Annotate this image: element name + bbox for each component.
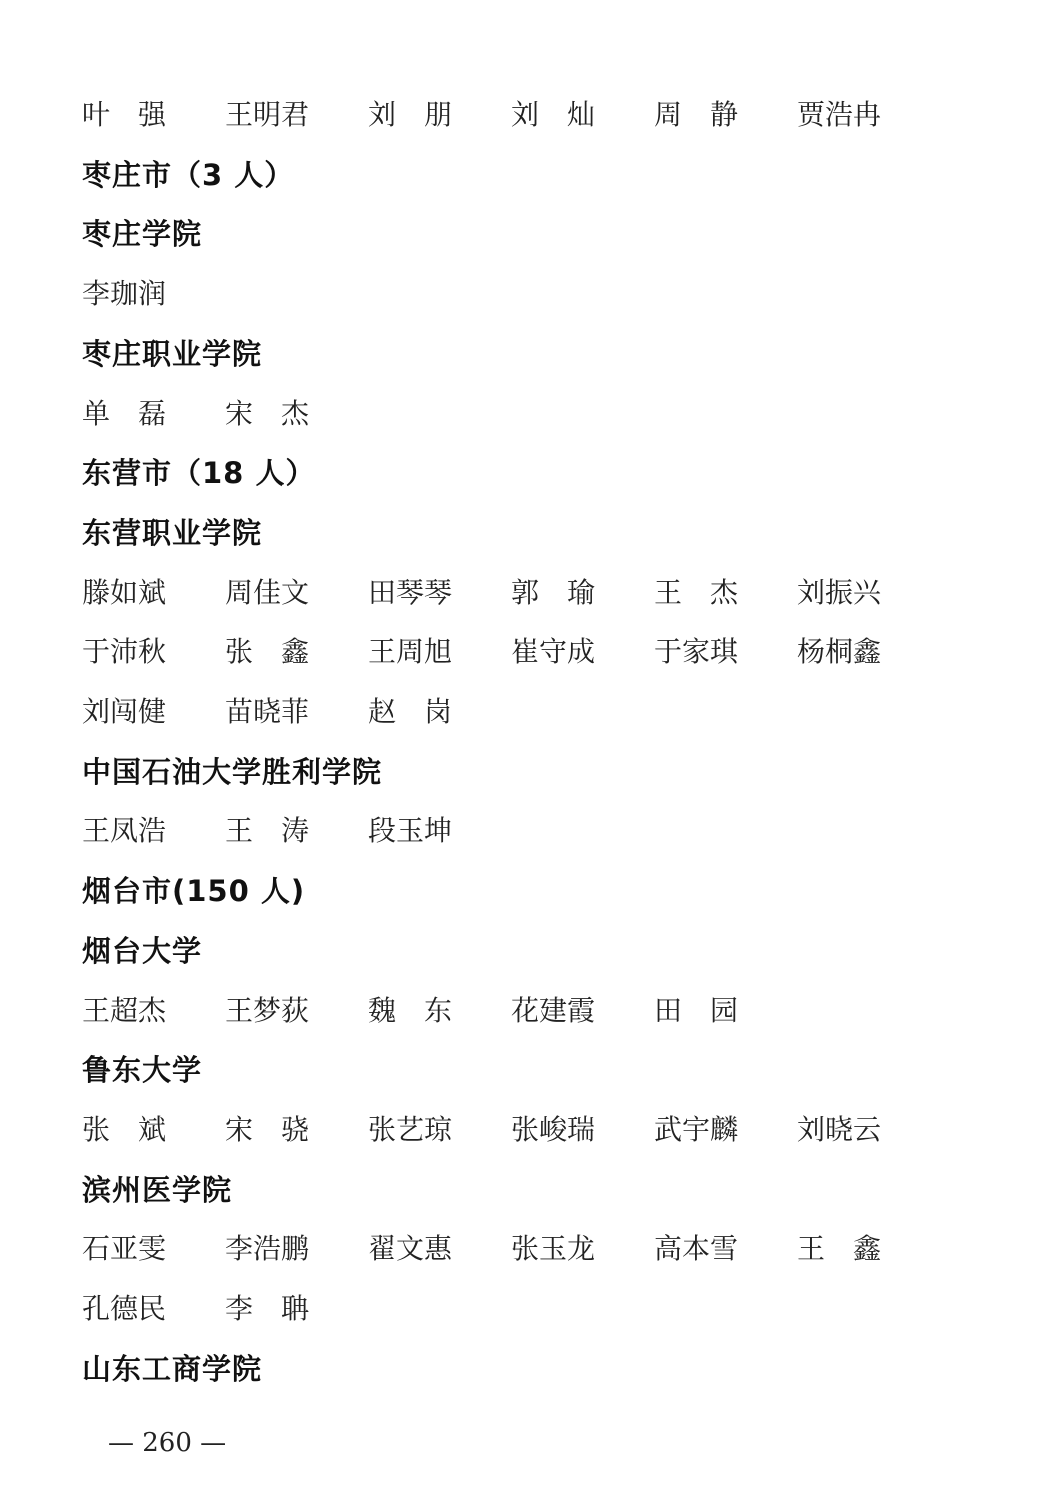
section-heading: 东营职业学院 bbox=[82, 516, 263, 550]
person-name: 崔守成 bbox=[511, 635, 596, 668]
person-name: 杨桐鑫 bbox=[797, 635, 882, 668]
person-name: 刘 朋 bbox=[368, 98, 453, 131]
person-name: 贾浩冉 bbox=[797, 98, 882, 131]
person-name: 王 涛 bbox=[225, 814, 310, 847]
person-name: 石亚雯 bbox=[82, 1232, 167, 1265]
person-name: 武宇麟 bbox=[654, 1113, 739, 1146]
person-name: 孔德民 bbox=[82, 1292, 167, 1325]
person-name: 王 鑫 bbox=[797, 1232, 882, 1265]
person-name: 王 杰 bbox=[654, 576, 739, 609]
person-name: 于沛秋 bbox=[82, 635, 167, 668]
person-name: 高本雪 bbox=[654, 1232, 739, 1265]
person-name: 宋 骁 bbox=[225, 1113, 310, 1146]
person-name: 叶 强 bbox=[82, 98, 167, 131]
person-name: 宋 杰 bbox=[225, 397, 310, 430]
person-name: 田琴琴 bbox=[368, 576, 453, 609]
person-name: 张玉龙 bbox=[511, 1232, 596, 1265]
section-heading: 东营市（18 人） bbox=[82, 456, 316, 490]
person-name: 单 磊 bbox=[82, 397, 167, 430]
person-name: 王凤浩 bbox=[82, 814, 167, 847]
person-name: 张艺琼 bbox=[368, 1113, 453, 1146]
section-heading: 中国石油大学胜利学院 bbox=[82, 755, 383, 789]
person-name: 王明君 bbox=[225, 98, 310, 131]
person-name: 李 聃 bbox=[225, 1292, 310, 1325]
person-name: 翟文惠 bbox=[368, 1232, 453, 1265]
person-name: 刘振兴 bbox=[797, 576, 882, 609]
page-number: — 260 — bbox=[108, 1428, 227, 1458]
section-heading: 烟台大学 bbox=[82, 934, 203, 968]
person-name: 滕如斌 bbox=[82, 576, 167, 609]
person-name: 郭 瑜 bbox=[511, 576, 596, 609]
person-name: 王周旭 bbox=[368, 635, 453, 668]
person-name: 田 园 bbox=[654, 994, 739, 1027]
section-heading: 山东工商学院 bbox=[82, 1352, 263, 1386]
person-name: 张峻瑞 bbox=[511, 1113, 596, 1146]
section-heading: 鲁东大学 bbox=[82, 1053, 203, 1087]
person-name: 周佳文 bbox=[225, 576, 310, 609]
person-name: 张 鑫 bbox=[225, 635, 310, 668]
person-name: 于家琪 bbox=[654, 635, 739, 668]
person-name: 王梦荻 bbox=[225, 994, 310, 1027]
person-name: 周 静 bbox=[654, 98, 739, 131]
section-heading: 枣庄学院 bbox=[82, 217, 203, 251]
person-name: 王超杰 bbox=[82, 994, 167, 1027]
person-name: 段玉坤 bbox=[368, 814, 453, 847]
section-heading: 滨州医学院 bbox=[82, 1173, 233, 1207]
person-name: 赵 岗 bbox=[368, 695, 453, 728]
person-name: 魏 东 bbox=[368, 994, 453, 1027]
person-name: 苗晓菲 bbox=[225, 695, 310, 728]
section-heading: 枣庄市（3 人） bbox=[82, 158, 295, 192]
person-name: 李浩鹏 bbox=[225, 1232, 310, 1265]
person-name: 花建霞 bbox=[511, 994, 596, 1027]
person-name: 刘闯健 bbox=[82, 695, 167, 728]
section-heading: 烟台市(150 人) bbox=[82, 874, 306, 908]
person-name: 刘 灿 bbox=[511, 98, 596, 131]
person-name: 张 斌 bbox=[82, 1113, 167, 1146]
person-name: 李珈润 bbox=[82, 277, 167, 310]
person-name: 刘晓云 bbox=[797, 1113, 882, 1146]
section-heading: 枣庄职业学院 bbox=[82, 337, 263, 371]
